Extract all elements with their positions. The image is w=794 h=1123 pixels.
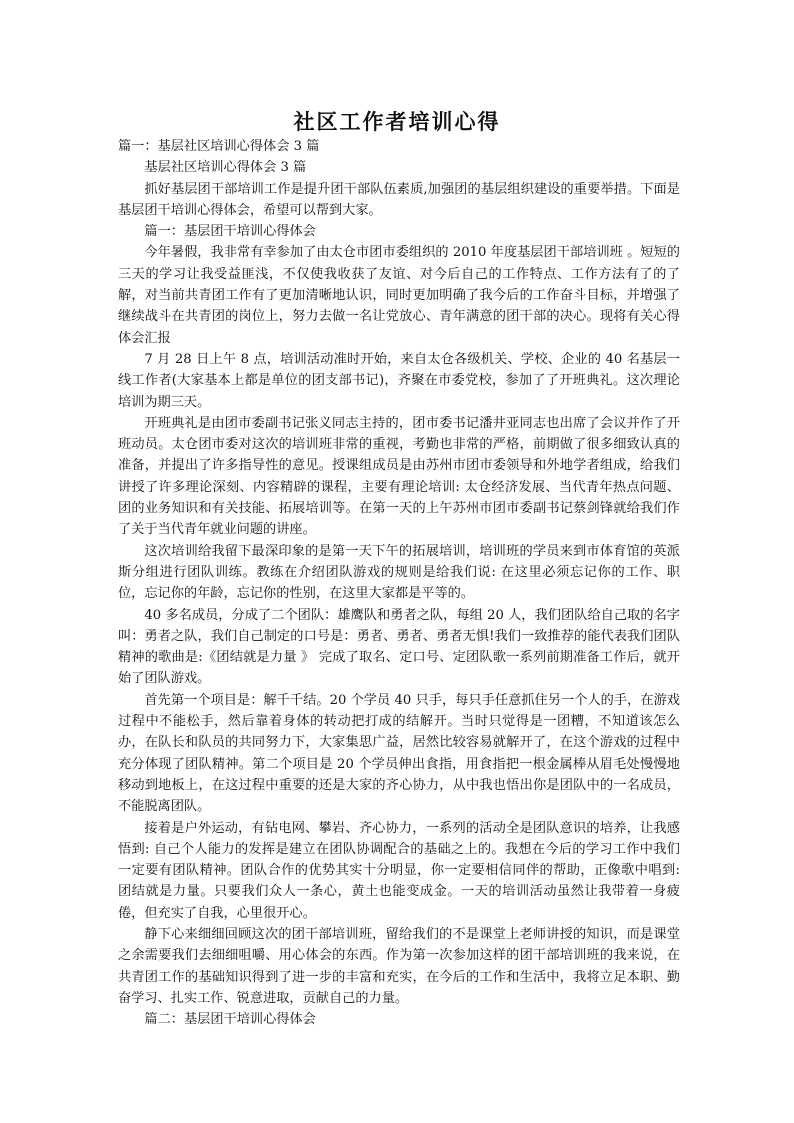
section-heading: 篇一：基层团干培训心得体会 (144, 224, 316, 240)
paragraph: 今年暑假，我非常有幸参加了由太仓市团市委组织的 2010 年度基层团干部培训班 。短短的三天的学习让我受益匪浅，不仅使我收获了友谊、对今后自己的工作特点、工作方法有了的了解，对当前共青团工作有了更加清晰地认识，同时更加明确了我今后的工作奋斗目标，并增强了继续战斗在共青团的岗位上，努力去做一名让党放心、青年满意的团干部的决心。现将有关心得体会汇报 (118, 245, 680, 346)
document-title: 社区工作者培训心得 (293, 110, 501, 134)
paragraph: 开班典礼是由团市委副书记张义同志主持的，团市委书记潘井亚同志也出席了会议并作了开班动员。太仓团市委对这次的培训班非常的重视，考勤也非常的严格，前期做了很多细致认真的准备，并提出了许多指导性的意见。授课组成员是由苏州市团市委领导和外地学者组成，给我们讲授了许多理论深刻、内容精辟的课程，主要有理论培训: 太仓经济发展、当代青年热点问题、团的业务知识和有关技能、拓展培训等。在第一天的上午苏州市团市委副书记蔡剑锋就给我们作了关于当代青年就业问题的讲座。 (118, 415, 680, 538)
paragraph: 首先第一个项目是：解千千结。20 个学员 40 只手，每只手任意抓住另一个人的手，在游戏过程中不能松手，然后靠着身体的转动把打成的结解开。当时只觉得是一团糟，不知道该怎么办，在队长和队员的共同努力下，大家集思广益，居然比较容易就解开了，在这个游戏的过程中充分体现了团队精神。第二个项目是 20 个学员伸出食指，用食指把一根金属棒从眉毛处慢慢地移动到地板上，在这过程中重要的还是大家的齐心协力，从中我也悟出你是团队中的一名成员，不能脱离团队。 (118, 692, 680, 815)
paragraph: 抓好基层团干部培训工作是提升团干部队伍素质,加强团的基层组织建设的重要举措。下面是基层团干培训心得体会，希望可以帮到大家。 (118, 181, 680, 218)
paragraph: 40 多名成员，分成了二个团队：雄鹰队和勇者之队，每组 20 人，我们团队给自己取的名字叫：勇者之队，我们自己制定的口号是：勇者、勇者、勇者无惧!我们一致推荐的能代表我们团队精神的歌曲是:《团结就是力量 》 完成了取名、定口号、定团队歌一系列前期准备工作后，就开始了团队游戏。 (118, 607, 680, 687)
section-heading: 篇一：基层社区培训心得体会 3 篇 (118, 139, 320, 154)
paragraph: 这次培训给我留下最深印象的是第一天下午的拓展培训，培训班的学员来到市体育馆的英派斯分组进行团队训练。教练在介绍团队游戏的规则是给我们说: 在这里必须忘记你的工作、职位，忘记你的年龄，忘记你的性别，在这里大家都是平等的。 (118, 543, 680, 602)
paragraph: 7 月 28 日上午 8 点，培训活动准时开始，来自太仓各级机关、学校、企业的 40 名基层一线工作者(大家基本上都是单位的团支部书记)，齐聚在市委党校，参加了了开班典礼。这次理论培训为期三天。 (118, 351, 680, 410)
sub-heading: 基层社区培训心得体会 3 篇 (144, 160, 307, 176)
section-heading: 篇二：基层团干培训心得体会 (144, 1012, 316, 1028)
paragraph: 接着是户外运动，有钻电网、攀岩、齐心协力，一系列的活动全是团队意识的培养，让我感悟到: 自己个人能力的发挥是建立在团队协调配合的基础之上的。我想在今后的学习工作中我们一定要有团队精神。团队合作的优势其实十分明显，你一定要相信同伴的帮助，正像歌中唱到: 团结就是力量。只要我们众人一条心，黄土也能变成金。一天的培训活动虽然让我带着一身疲倦，但充实了自我，心里很开心。 (118, 820, 680, 921)
document-body (118, 136, 680, 1030)
paragraph: 静下心来细细回顾这次的团干部培训班，留给我们的不是课堂上老师讲授的知识，而是课堂之余需要我们去细细咀嚼、用心体会的东西。作为第一次参加这样的团干部培训班的我来说，在共青团工作的基础知识得到了进一步的丰富和充实，在今后的工作和生活中，我将立足本职、勤奋学习、扎实工作、锐意进取，贡献自己的力量。 (118, 926, 680, 1006)
